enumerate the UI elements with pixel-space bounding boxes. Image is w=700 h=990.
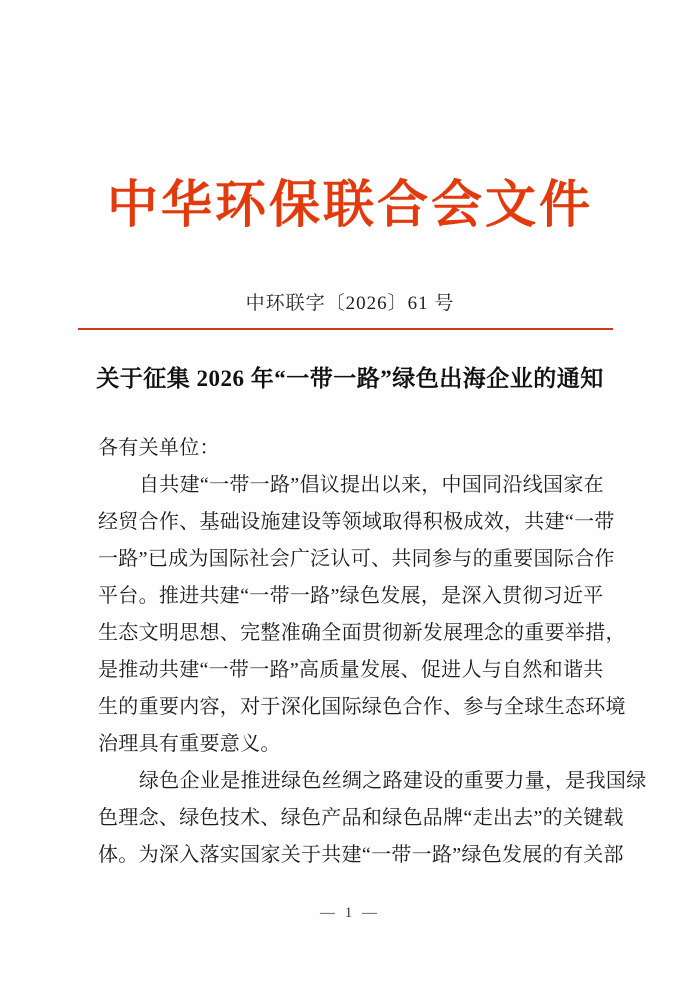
notice-title: 关于征集 2026 年“一带一路”绿色出海企业的通知 (96, 366, 604, 391)
salutation-line: 各有关单位： (98, 437, 220, 459)
body-line: 是推动共建“一带一路”高质量发展、促进人与自然和谐共 (98, 659, 604, 681)
document-number: 中环联字〔2026〕61 号 (245, 293, 455, 314)
body-line: 生态文明思想、完整准确全面贯彻新发展理念的重要举措， (98, 622, 626, 644)
body-line: 经贸合作、基础设施建设等领域取得积极成效，共建“一带 (98, 511, 615, 533)
page-number: — 1 — (320, 905, 380, 921)
red-letterhead-title: 中华环保联合会文件 (106, 178, 593, 234)
body-line: 生的重要内容，对于深化国际绿色合作、参与全球生态环境 (98, 696, 626, 718)
body-line: 绿色企业是推进绿色丝绸之路建设的重要力量，是我国绿 (139, 770, 647, 792)
red-divider-line (78, 328, 613, 330)
body-line: 体。为深入落实国家关于共建“一带一路”绿色发展的有关部 (98, 844, 624, 866)
body-line: 自共建“一带一路”倡议提出以来，中国同沿线国家在 (139, 474, 604, 496)
body-line: 治理具有重要意义。 (98, 733, 281, 755)
body-line: 色理念、绿色技术、绿色产品和绿色品牌“走出去”的关键载 (98, 807, 624, 829)
document-body (98, 430, 647, 874)
body-line: 平台。推进共建“一带一路”绿色发展，是深入贯彻习近平 (98, 585, 604, 607)
body-line: 一路”已成为国际社会广泛认可、共同参与的重要国际合作 (98, 548, 615, 570)
